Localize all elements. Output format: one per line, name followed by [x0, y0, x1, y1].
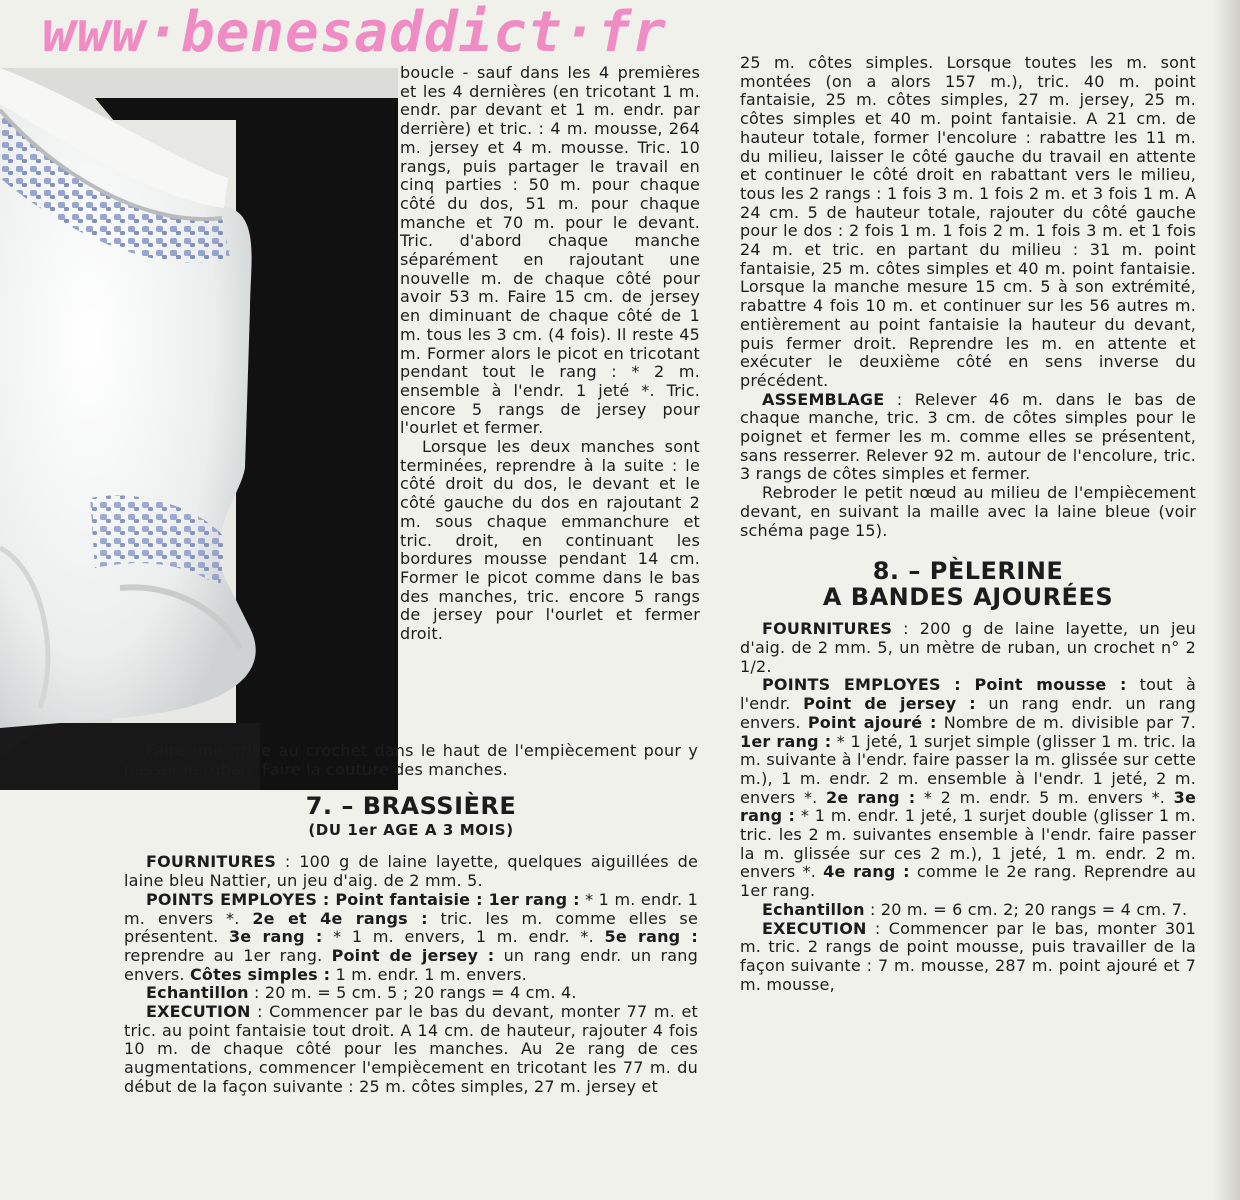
assemblage-paragraph: [740, 391, 1196, 485]
ajoure-label: Point ajouré :: [807, 712, 937, 732]
cotes-text: 1 m. endr. 1 m. envers.: [330, 964, 527, 984]
points-label: POINTS EMPLOYES : Point mousse :: [762, 675, 1127, 695]
rang-label: 3e rang :: [228, 927, 323, 947]
fournitures-label: FOURNITURES: [146, 852, 277, 872]
execution-paragraph: [124, 1003, 698, 1097]
jersey-text: un rang endr. un rang envers.: [124, 945, 699, 984]
fournitures-text: : 100 g de laine layette, quelques aiguillées de laine bleu Nattier, un jeu d'aig. de 2 mm. 5.: [124, 852, 698, 891]
assemblage-label: ASSEMBLAGE: [762, 389, 885, 409]
rang-label: 5e rang :: [604, 927, 699, 947]
execution-label: EXECUTION: [762, 918, 867, 938]
rang-text: * 1 m. envers, 1 m. endr. *.: [322, 927, 605, 947]
section-7-subtitle: (DU 1er AGE A 3 MOIS): [308, 821, 514, 840]
rang-label: 1er rang :: [740, 731, 832, 751]
points-label: POINTS EMPLOYES : Point fantaisie : 1er rang :: [146, 889, 580, 909]
paragraph: 25 m. côtes simples. Lorsque toutes les m. sont montées (on a alors 157 m.), tric. 40 m. point fantaisie, 25 m. côtes simples, 27 m. jersey, 25 m. côtes simples et 40 m. point fantaisie. A 21 cm. de hauteur totale, former l'encolure : rabattre les 11 m. du milieu, laisser le côté gauche du travail en attente et continuer le côté droit en rabattant vers le milieu, tous les 2 rangs : 1 fois 3 m. 1 fois 2 m. et 3 fois 1 m. A 24 cm. 5 de hauteur totale, rajouter du côté gauche pour le dos : 2 fois 1 m. 1 fois 2 m. 1 fois 3 m. et 1 fois 24 m. et tric. en partant du milieu : 31 m. point fantaisie, 25 m. côtes simples et 40 m. point fantaisie. Lorsque la manche mesure 15 cm. 5 à son extrémité, rabattre 4 fois 10 m. et continuer sur les 56 autres m. entièrement au point fantaisie la hauteur du devant, puis fermer droit. Reprendre les m. en attente et exécuter le deuxième côté en sens inverse du précédent.: [740, 53, 1196, 390]
execution-paragraph: [740, 920, 1196, 995]
paragraph: Rebroder le petit nœud au milieu de l'empiècement devant, en suivant la maille avec la laine bleue (voir schéma page 15).: [740, 483, 1196, 540]
rang-label: 3e rang :: [740, 787, 1197, 826]
garment-photo: [0, 68, 398, 790]
jersey-text: un rang endr. un rang envers.: [740, 694, 1196, 732]
section-8-title-line: A BANDES AJOURÉES: [822, 583, 1114, 612]
left-column-top: [400, 64, 700, 644]
points-text: * 1 m. endr. 1 m. envers *.: [124, 889, 699, 928]
right-column: [740, 54, 1196, 994]
jersey-label: Point de jersey :: [803, 694, 976, 714]
page-edge: [1214, 0, 1240, 1200]
rang-text: tric. les m. comme elles se présentent.: [124, 908, 699, 947]
ajoure-text: Nombre de m. divisible par 7.: [936, 712, 1196, 732]
execution-text: : Commencer par le bas, monter 301 m. tric. 2 rangs de point mousse, puis travailler de la façon suivante : 7 m. mousse, 287 m. point ajouré et 7 m. mousse,: [740, 918, 1196, 994]
rang-label: 4e rang :: [823, 862, 910, 882]
section-8-title: [740, 558, 1196, 610]
rang-text: reprendre au 1er rang.: [124, 945, 332, 965]
section-8-title-line: 8. – PÈLERINE: [872, 557, 1064, 586]
rang-text: comme le 2e rang. Reprendre au 1er rang.: [740, 862, 1197, 901]
echantillon-text: : 20 m. = 6 cm. 2; 20 rangs = 4 cm. 7.: [864, 899, 1188, 919]
echantillon-paragraph: [740, 901, 1196, 920]
site-watermark: www·benesaddict·fr: [42, 0, 667, 65]
points-paragraph: [740, 676, 1196, 900]
echantillon-label: Echantillon: [146, 983, 249, 1003]
echantillon-paragraph: [124, 984, 698, 1003]
execution-text: : Commencer par le bas du devant, monter 77 m. et tric. au point fantaisie tout droit. A 14 cm. de hauteur, rajouter 4 fois 10 m. de chaque côté pour les manches. Au 2e rang de ces augmentations, commencer l'empiècement en tricotant les 77 m. du début de la façon suivante : 25 m. côtes simples, 27 m. jersey et: [124, 1002, 698, 1096]
rang-label: 2e rang :: [826, 787, 916, 807]
points-paragraph: [124, 891, 698, 985]
rang-text: * 1 jeté, 1 surjet simple (glisser 1 m. tric. la m. suivante à l'endr. faire passer la m. glissée sur cette m.), 1 m. endr. 2 m. ensemble à l'endr. 1 jeté, 2 m. envers *.: [740, 731, 1196, 807]
fournitures-paragraph: [124, 853, 698, 890]
fournitures-text: : 200 g de laine layette, un jeu d'aig. de 2 mm. 5, un mètre de ruban, un crochet n° 2 1/2.: [740, 619, 1196, 676]
assemblage-text: : Relever 46 m. dans le bas de chaque manche, tric. 3 cm. de côtes simples pour le poignet et fermer les m. comme elles se présentent, sans resserrer. Relever 92 m. autour de l'encolure, tric. 3 rangs de côtes simples et fermer.: [740, 389, 1196, 484]
section-7-title: 7. – BRASSIÈRE: [305, 792, 517, 821]
echantillon-text: : 20 m. = 5 cm. 5 ; 20 rangs = 4 cm. 4.: [248, 983, 577, 1003]
paragraph: boucle - sauf dans les 4 premières et les 4 dernières (en tricotant 1 m. endr. par devant et 1 m. endr. par derrière) et tric. : 4 m. mousse, 264 m. jersey et 4 m. mousse. Tric. 10 rangs, puis partager le travail en cinq parties : 50 m. pour chaque côté du dos, 51 m. pour chaque manche et 70 m. pour le devant. Tric. d'abord chaque manche séparément en rajoutant une nouvelle m. de chaque côté pour avoir 53 m. Faire 15 cm. de jersey en diminuant de chaque côté de 1 m. tous les 3 cm. (4 fois). Il reste 45 m. Former alors le picot en tricotant pendant tout le rang : * 2 m. ensemble à l'endr. 1 jeté *. Tric. encore 5 rangs de jersey pour l'ourlet et fermer.: [400, 63, 700, 438]
fournitures-label: FOURNITURES: [762, 619, 893, 639]
cotes-label: Côtes simples :: [189, 964, 331, 984]
execution-label: EXECUTION: [146, 1002, 251, 1022]
left-column-bottom: [124, 742, 698, 1097]
closing-paragraph: Faire une grille au crochet dans le haut de l'empiècement pour y passer le ruban. Faire la couture des manches.: [124, 741, 698, 779]
jersey-label: Point de jersey :: [331, 945, 495, 965]
paragraph: Lorsque les deux manches sont terminées, reprendre à la suite : le côté droit du dos, le devant et le côté gauche du dos en rajoutant 2 m. sous chaque emmanchure et tric. droit, en continuant les bordures mousse pendant 14 cm. Former le picot comme dans le bas des manches, tric. encore 5 rangs de jersey pour l'ourlet et fermer droit.: [400, 437, 700, 644]
rang-label: 2e et 4e rangs :: [252, 908, 428, 928]
fournitures-paragraph: [740, 620, 1196, 676]
rang-text: * 2 m. endr. 5 m. envers *.: [915, 787, 1174, 807]
points-text: tout à l'endr.: [740, 675, 1196, 714]
rang-text: * 1 m. endr. 1 jeté, 1 surjet double (glisser 1 m. tric. les 2 m. suivantes ensemble à l'endr. faire passer la m. glissée sur ces 2 m.), 1 jeté, 1 m. endr. 2 m. envers *.: [740, 806, 1197, 882]
echantillon-label: Echantillon: [762, 899, 865, 919]
